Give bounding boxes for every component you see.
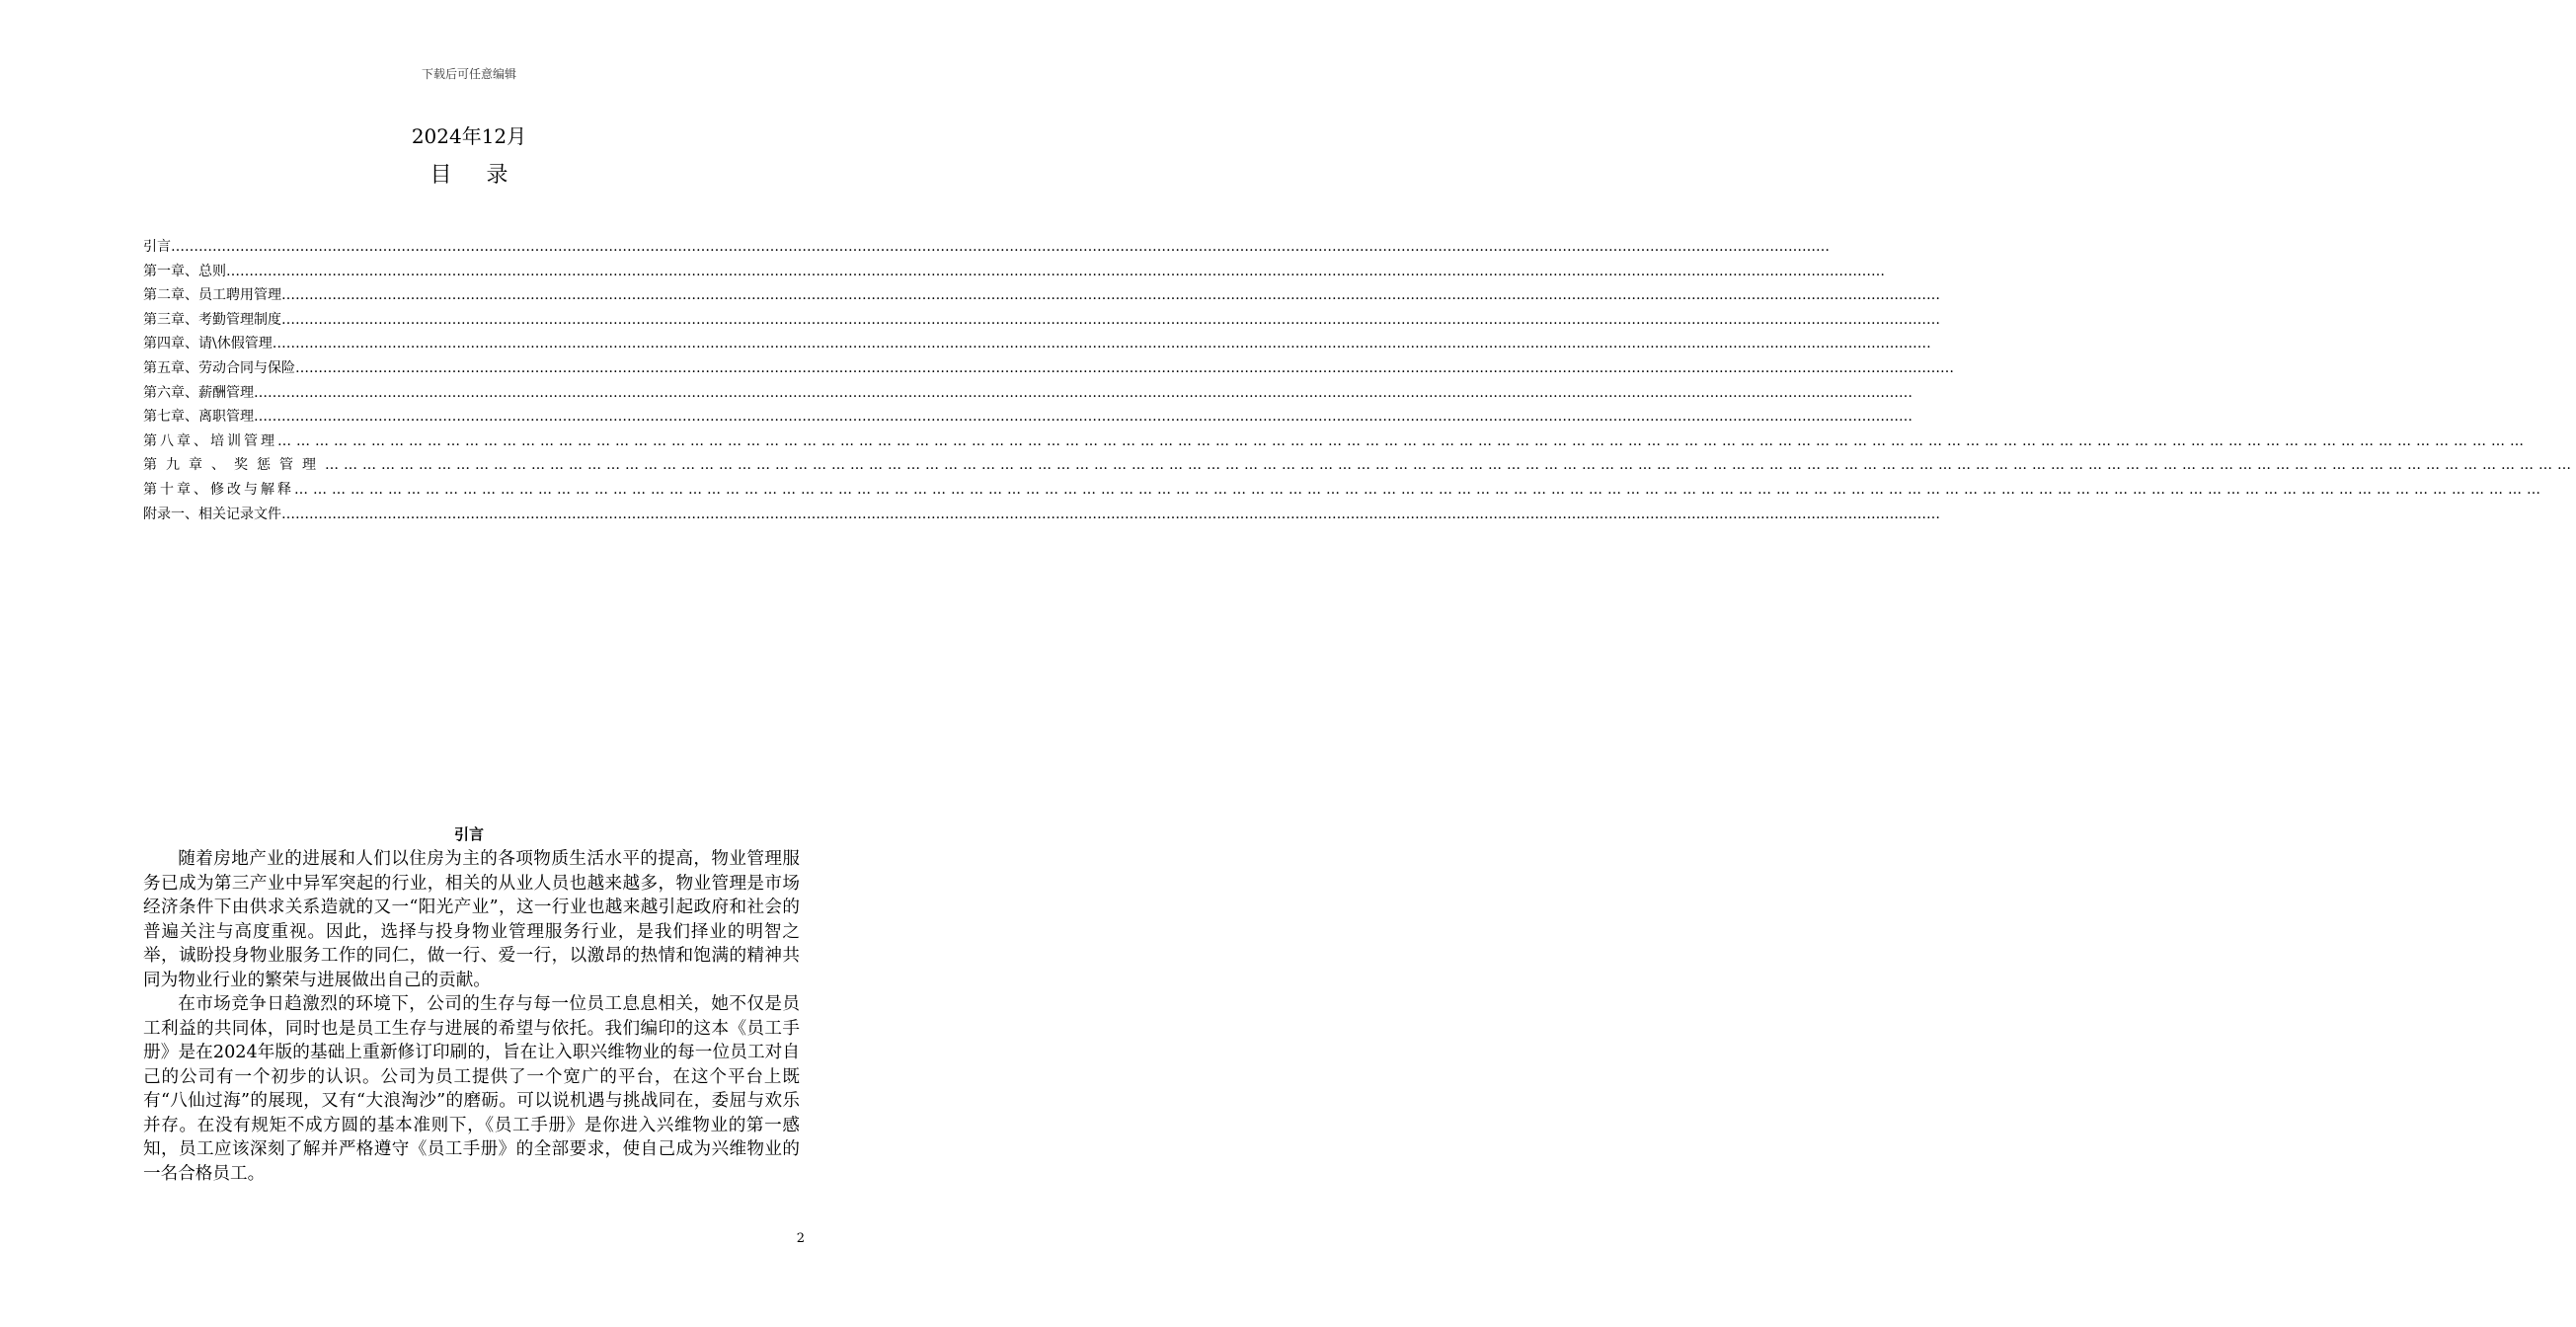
toc-entry-label: 第一章、总则 [143,263,226,279]
toc-entry[interactable] [143,260,1885,284]
toc-leader-dots: ……………………………………………………………………………………………………………………………………………………………………………………………………………………………………………………………………………………………………………………………… [281,506,1940,522]
toc-entry[interactable] [143,381,1912,406]
toc-leader-dots: ……………………………………………………………………………………………………………………………………………………………………………………………………………………………………………………………………………………………………………………………… [272,336,1931,352]
table-of-contents [143,235,2576,526]
toc-entry-label: 引言 [143,239,171,255]
toc-entry-label: 第六章、薪酬管理 [143,384,254,401]
page-number: 2 [796,1231,805,1246]
header-note: 下载后可任意编辑 [421,67,516,81]
intro-body [143,847,800,1186]
toc-entry[interactable] [143,308,1940,333]
toc-entry-label: 第五章、劳动合同与保险 [143,359,295,376]
toc-entry[interactable] [143,283,1940,308]
toc-leader-dots: ……………………………………………………………………………………………………………………………………………………………………………………………………………………………………………………………………………………………………………………………… [325,457,2576,474]
toc-entry[interactable] [143,332,1931,356]
toc-entry[interactable] [143,503,1940,527]
toc-leader-dots: ……………………………………………………………………………………………………………………………………………………………………………………………………………………………………………………………………………………………………………………………… [277,432,2529,449]
toc-entry[interactable] [143,356,1954,381]
intro-paragraph-1: 随着房地产业的进展和人们以住房为主的各项物质生活水平的提高，物业管理服务已成为第三产业中异军突起的行业，相关的从业人员也越来越多，物业管理是市场经济条件下由供求关系造就的又一“阳光产业”，这一行业也越来越引起政府和社会的普遍关注与高度重视。因此，选择与投身物业管理服务行业，是我们择业的明智之举，诚盼投身物业服务工作的同仁，做一行、爱一行，以激昂的热情和饱满的精神共同为物业行业的繁荣与进展做出自己的贡献。 [143,849,800,990]
toc-entry[interactable] [143,429,2529,454]
toc-leader-dots: ……………………………………………………………………………………………………………………………………………………………………………………………………………………………………………………………………………………………………………………………… [295,359,1954,376]
toc-leader-dots: ……………………………………………………………………………………………………………………………………………………………………………………………………………………………………………………………………………………………………………………………… [294,481,2545,498]
toc-entry-label: 第八章、培训管理 [143,432,277,449]
date-line: 2024年12月 [411,124,527,148]
toc-entry-label: 第七章、离职管理 [143,409,254,426]
toc-entry-label: 第二章、员工聘用管理 [143,287,281,304]
toc-leader-dots: ……………………………………………………………………………………………………………………………………………………………………………………………………………………………………………………………………………………………………………………………… [171,239,1830,255]
intro-heading: 引言 [453,825,484,843]
toc-entry[interactable] [143,235,1830,260]
toc-leader-dots: ……………………………………………………………………………………………………………………………………………………………………………………………………………………………………………………………………………………………………………………………… [281,287,1940,304]
toc-leader-dots: ……………………………………………………………………………………………………………………………………………………………………………………………………………………………………………………………………………………………………………………………… [226,263,1885,279]
toc-entry-label: 第九章、奖惩管理 [143,457,325,474]
toc-leader-dots: ……………………………………………………………………………………………………………………………………………………………………………………………………………………………………………………………………………………………………………………………… [254,384,1912,401]
toc-entry[interactable] [143,405,1912,429]
toc-leader-dots: ……………………………………………………………………………………………………………………………………………………………………………………………………………………………………………………………………………………………………………………………… [281,311,1940,328]
toc-entry-label: 第四章、请\休假管理 [143,336,273,352]
toc-entry[interactable] [143,453,2576,478]
toc-leader-dots: ……………………………………………………………………………………………………………………………………………………………………………………………………………………………………………………………………………………………………………………………… [254,409,1912,426]
toc-entry-label: 第十章、修改与解释 [143,481,294,498]
toc-title: 目 录 [429,163,522,188]
toc-entry-label: 附录一、相关记录文件 [143,506,281,522]
toc-entry-label: 第三章、考勤管理制度 [143,311,281,328]
toc-entry[interactable] [143,478,2545,503]
intro-paragraph-2: 在市场竞争日趋激烈的环境下，公司的生存与每一位员工息息相关，她不仅是员工利益的共同体，同时也是员工生存与进展的希望与依托。我们编印的这本《员工手册》是在2024年版的基础上重新修订印刷的，旨在让入职兴维物业的每一位员工对自己的公司有一个初步的认识。公司为员工提供了一个宽广的平台，在这个平台上既有“八仙过海”的展现，又有“大浪淘沙”的磨砺。可以说机遇与挑战同在，委屈与欢乐并存。在没有规矩不成方圆的基本准则下，《员工手册》是你进入兴维物业的第一感知，员工应该深刻了解并严格遵守《员工手册》的全部要求，使自己成为兴维物业的一名合格员工。 [143,994,800,1184]
